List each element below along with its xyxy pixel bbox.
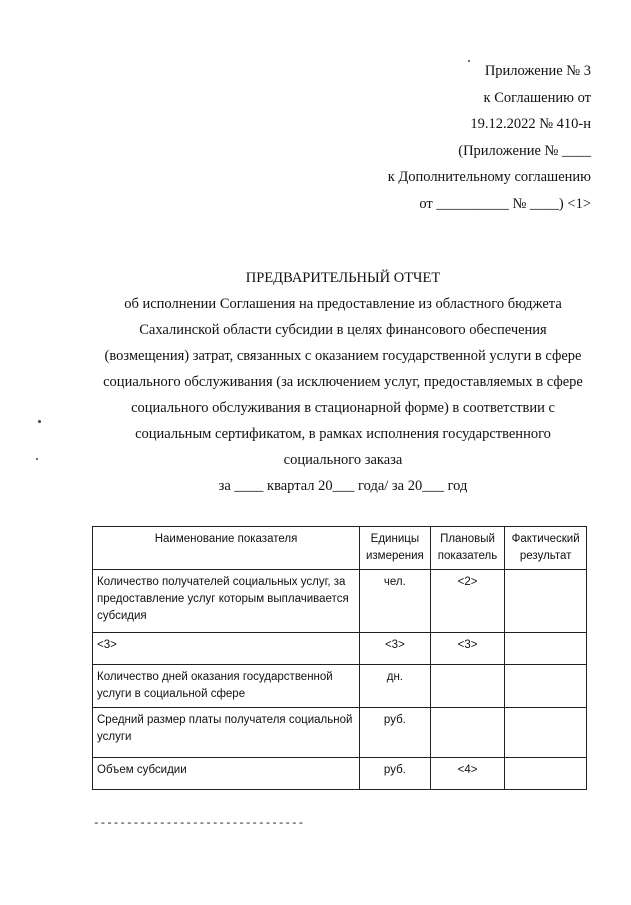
cell-indicator-name: Объем субсидии <box>93 758 360 790</box>
annex-line-6: от __________ № ____) <1> <box>419 195 591 212</box>
report-title-line: социального обслуживания в стационарной форме) в соответствии с <box>131 400 555 416</box>
annex-line-5: к Дополнительному соглашению <box>387 169 591 185</box>
cell-units: руб. <box>360 758 431 790</box>
scan-speck <box>38 420 41 423</box>
report-title-line: об исполнении Соглашения на предоставление из областного бюджета <box>124 296 562 312</box>
header-units: Единицы измерения <box>360 527 431 570</box>
annex-line-1: Приложение № 3 <box>484 63 591 79</box>
cell-actual <box>505 570 587 633</box>
scan-speck <box>36 458 38 460</box>
cell-planned: <4> <box>430 758 505 790</box>
annex-header <box>388 58 591 217</box>
header-actual: Фактический результат <box>505 527 587 570</box>
table-row <box>93 758 587 790</box>
cell-actual <box>505 633 587 665</box>
report-title-line: (возмещения) затрат, связанных с оказанием государственной услуги в сфере <box>104 348 582 364</box>
annex-line-2: к Соглашению от <box>483 89 591 106</box>
cell-units: чел. <box>360 570 431 633</box>
cell-planned: <3> <box>430 633 505 665</box>
cell-actual <box>505 708 587 758</box>
cell-planned <box>430 665 505 708</box>
cell-units: дн. <box>360 665 431 708</box>
table-header-row <box>93 527 587 570</box>
report-heading: ПРЕДВАРИТЕЛЬНЫЙ ОТЧЕТ <box>245 270 441 286</box>
report-title-line: социального обслуживания (за исключением услуг, предоставляемых в сфере <box>103 374 583 390</box>
annex-line-4: (Приложение № ____ <box>458 142 591 159</box>
report-title-block <box>70 265 616 499</box>
cell-indicator-name: Средний размер платы получателя социальной услуги <box>93 708 360 758</box>
cell-planned: <2> <box>430 570 505 633</box>
report-title-line: Сахалинской области субсидии в целях финансового обеспечения <box>139 322 547 338</box>
table-row <box>93 633 587 665</box>
annex-line-3: 19.12.2022 № 410-н <box>470 116 591 132</box>
header-indicator-name: Наименование показателя <box>93 527 360 570</box>
scan-speck <box>468 60 470 62</box>
report-title-line: социального заказа <box>283 452 403 468</box>
cell-actual <box>505 758 587 790</box>
table-row <box>93 570 587 633</box>
footnote-separator: -------------------------------- <box>93 818 305 830</box>
cell-indicator-name: <3> <box>93 633 360 665</box>
report-title-line: социальным сертификатом, в рамках исполнения государственного <box>135 426 551 442</box>
header-planned: Плановый показатель <box>430 527 505 570</box>
report-period: за ____ квартал 20___ года/ за 20___ год <box>218 478 468 494</box>
cell-planned <box>430 708 505 758</box>
cell-indicator-name: Количество дней оказания государственной услуги в социальной сфере <box>93 665 360 708</box>
cell-units: <3> <box>360 633 431 665</box>
indicators-table <box>92 526 587 790</box>
table-row <box>93 665 587 708</box>
cell-units: руб. <box>360 708 431 758</box>
cell-indicator-name: Количество получателей социальных услуг, за предоставление услуг которым выплачивается субсидия <box>93 570 360 633</box>
cell-actual <box>505 665 587 708</box>
table-row <box>93 708 587 758</box>
